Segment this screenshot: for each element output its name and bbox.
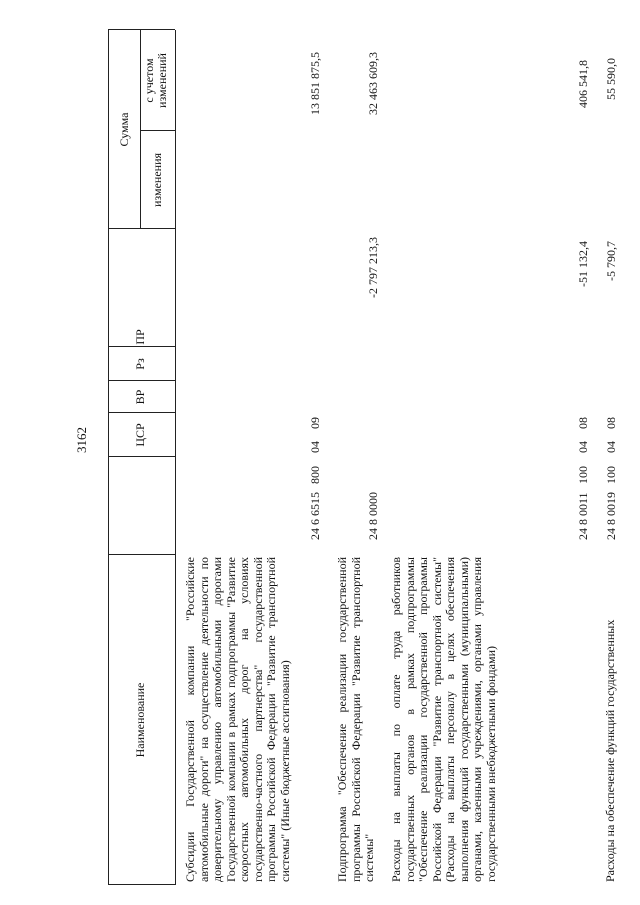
row4-vr: 100 [604,466,618,484]
row2-csr: 24 8 0000 [366,492,380,540]
header-with-changes-line1: с учетом [142,58,156,103]
header-with-changes-line2: изменений [155,53,169,108]
header-pr: ПР [133,329,147,345]
row4-pr: 08 [604,417,618,429]
row1-rz: 04 [308,441,322,453]
row2-name: Подпрограмма "Обеспечение реализации государственной программы Российской Федерации "Развитие транспортной системы" [335,557,376,882]
row4-with-changes: 55 590,0 [604,58,618,100]
table-top-border [108,30,109,885]
row3-vr: 100 [576,466,590,484]
header-rz: Рз [133,358,147,370]
row1-name: Субсидии Государственной компании "Российские автомобильные дороги" на осуществление деятельности по доверительному управлению автомобильными дорогами Государственной компании в рамках подпрограммы "Развитие скоростных автомобильных дорог на условиях государственно-частного партнерства" государственной программы Российской Федерации "Развитие транспортной системы" (Иные бюджетные ассигнования) [183,557,292,882]
row1-with-changes: 13 851 875,5 [308,52,322,115]
row2-with-changes: 32 463 609,3 [366,52,380,115]
row4-csr: 24 8 0019 [604,492,618,540]
header-bottom-border [175,30,176,885]
row1-pr: 09 [308,417,322,429]
page-number: 3162 [74,427,89,453]
row1-vr: 800 [308,466,322,484]
row3-csr: 24 8 0011 [576,492,590,540]
row1-csr: 24 6 6515 [308,492,322,540]
row3-with-changes: 406 541,8 [576,60,590,108]
row3-rz: 04 [576,441,590,453]
header-csr: ЦСР [133,423,147,447]
budget-table [108,30,628,885]
header-changes: изменения [150,152,164,208]
row2-changes: -2 797 213,3 [366,237,380,298]
header-sum: Сумма [117,112,131,147]
row3-changes: -51 132,4 [576,241,590,287]
row3-pr: 08 [576,417,590,429]
row3-name: Расходы на выплаты по оплате труда работников государственных органов в рамках подпрограммы "Обеспечение реализации государственной программы Российской Федерации "Развитие транспортной системы" (Расходы на выплаты персоналу в целях обеспечения выполнения функций государственными (муниципальными) органами, казенными учреждениями, органами управления государственными внебюджетными фондами) [389,557,498,882]
row4-changes: -5 790,7 [604,241,618,281]
header-name: Наименование [133,682,147,758]
row4-name: Расходы на обеспечение функций государственных [603,619,617,882]
row4-rz: 04 [604,441,618,453]
header-vr: ВР [133,389,147,405]
